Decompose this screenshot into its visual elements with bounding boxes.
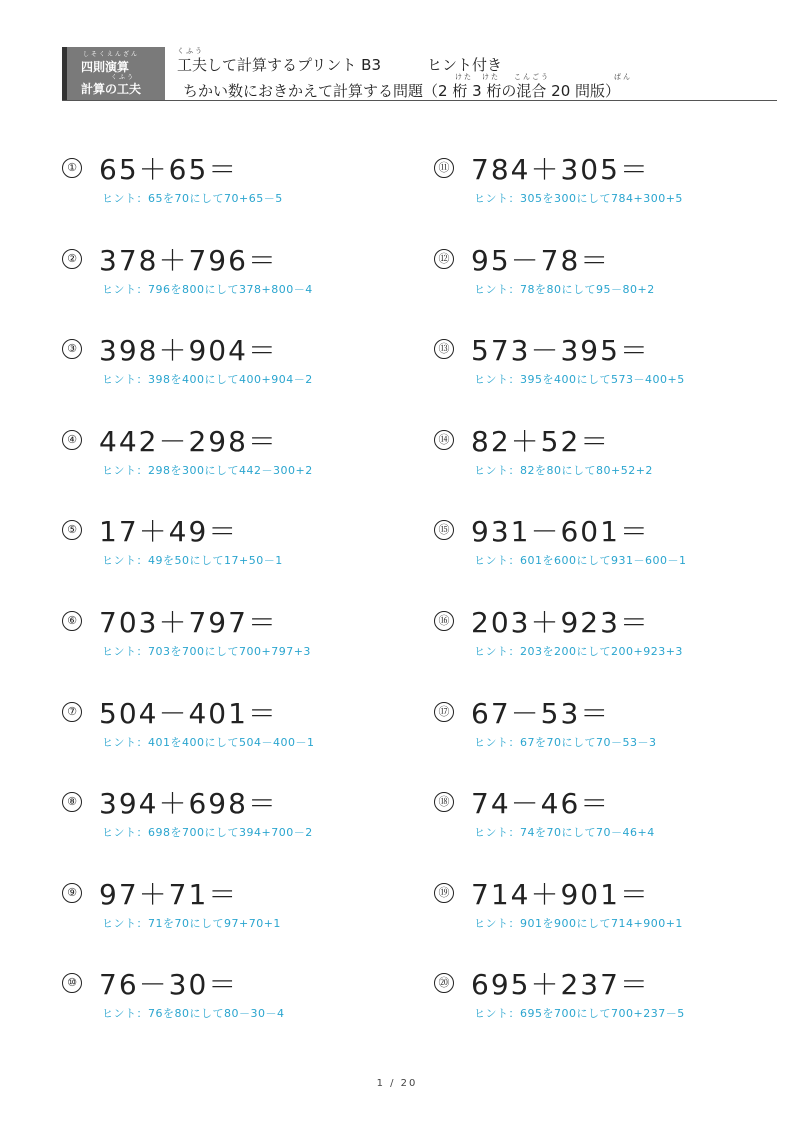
page-title-text: 工夫して計算するプリント B3: [177, 56, 382, 74]
problem-number: ⑭: [434, 430, 454, 450]
page-subtitle: ちかい数におきかえて計算する問題（2 桁 3 桁の混合 20 問版）: [183, 82, 621, 100]
problem-expression: 573－395＝: [471, 334, 650, 367]
problem-item: [62, 424, 402, 504]
problem-expression: 394＋698＝: [99, 787, 278, 820]
problem-number: ⑱: [434, 792, 454, 812]
problem-item: [434, 786, 774, 866]
problem-number: ⑤: [62, 520, 82, 540]
topic-label: 計算の工夫: [81, 82, 142, 96]
problem-number: ⑫: [434, 249, 454, 269]
problem-item: [434, 333, 774, 413]
problem-number: ⑨: [62, 883, 82, 903]
problem-number: ⑩: [62, 973, 82, 993]
problem-expression: 65＋65＝: [99, 153, 239, 186]
problem-hint: ヒント：601を600にして931－600－1: [474, 554, 687, 567]
problem-hint: ヒント：298を300にして442－300+2: [102, 464, 313, 477]
problem-expression: 82＋52＝: [471, 425, 611, 458]
problem-expression: 784＋305＝: [471, 153, 650, 186]
problem-item: [62, 514, 402, 594]
problem-number: ④: [62, 430, 82, 450]
problem-number: ①: [62, 158, 82, 178]
problem-expression: 95－78＝: [471, 244, 611, 277]
subtitle-ruby: けた: [455, 73, 473, 81]
category-badge: [62, 47, 165, 100]
problem-expression: 714＋901＝: [471, 878, 650, 911]
category-label: 四則演算: [81, 60, 130, 74]
problem-expression: 398＋904＝: [99, 334, 278, 367]
problem-expression: 703＋797＝: [99, 606, 278, 639]
problem-hint: ヒント：796を800にして378+800－4: [102, 283, 313, 296]
problem-item: [62, 333, 402, 413]
problem-number: ⑬: [434, 339, 454, 359]
hint-tag: ヒント付き: [427, 56, 503, 74]
page-title: [177, 54, 502, 75]
problem-hint: ヒント：305を300にして784+300+5: [474, 192, 683, 205]
problem-hint: ヒント：901を900にして714+900+1: [474, 917, 683, 930]
problem-expression: 442－298＝: [99, 425, 278, 458]
problem-item: [62, 605, 402, 685]
problem-hint: ヒント：82を80にして80+52+2: [474, 464, 653, 477]
problem-number: ⑦: [62, 702, 82, 722]
problem-hint: ヒント：49を50にして17+50－1: [102, 554, 283, 567]
problem-expression: 695＋237＝: [471, 968, 650, 1001]
problem-hint: ヒント：398を400にして400+904－2: [102, 373, 313, 386]
problem-expression: 74－46＝: [471, 787, 611, 820]
page-number: 1 / 20: [376, 1078, 418, 1089]
problem-expression: 17＋49＝: [99, 515, 239, 548]
problem-item: [434, 514, 774, 594]
problem-item: [62, 967, 402, 1047]
problem-expression: 67－53＝: [471, 697, 611, 730]
problem-item: [434, 967, 774, 1047]
subtitle-ruby: こんごう: [514, 73, 550, 81]
subtitle-ruby: ばん: [614, 73, 632, 81]
problem-number: ②: [62, 249, 82, 269]
problem-expression: 203＋923＝: [471, 606, 650, 639]
problem-expression: 504－401＝: [99, 697, 278, 730]
problem-number: ③: [62, 339, 82, 359]
problem-expression: 97＋71＝: [99, 878, 239, 911]
problem-hint: ヒント：78を80にして95－80+2: [474, 283, 655, 296]
problem-item: [62, 786, 402, 866]
problem-number: ⑪: [434, 158, 454, 178]
problem-hint: ヒント：695を700にして700+237－5: [474, 1007, 685, 1020]
problem-item: [434, 424, 774, 504]
problem-expression: 76－30＝: [99, 968, 239, 1001]
problem-hint: ヒント：71を70にして97+70+1: [102, 917, 281, 930]
problem-number: ⑯: [434, 611, 454, 631]
problem-hint: ヒント：395を400にして573－400+5: [474, 373, 685, 386]
problem-hint: ヒント：401を400にして504－400－1: [102, 736, 315, 749]
problem-item: [434, 152, 774, 232]
problem-item: [62, 243, 402, 323]
problem-item: [62, 877, 402, 957]
topic-ruby: くふう: [111, 74, 136, 81]
problem-hint: ヒント：74を70にして70－46+4: [474, 826, 655, 839]
problem-number: ⑲: [434, 883, 454, 903]
problem-number: ⑰: [434, 702, 454, 722]
problem-hint: ヒント：76を80にして80－30－4: [102, 1007, 285, 1020]
problem-item: [434, 696, 774, 776]
problem-hint: ヒント：703を700にして700+797+3: [102, 645, 311, 658]
problem-item: [434, 605, 774, 685]
worksheet-header: [62, 47, 777, 101]
problem-item: [434, 243, 774, 323]
problem-number: ⑳: [434, 973, 454, 993]
problem-expression: 931－601＝: [471, 515, 650, 548]
problem-hint: ヒント：67を70にして70－53－3: [474, 736, 657, 749]
problem-item: [62, 152, 402, 232]
problem-item: [62, 696, 402, 776]
subtitle-ruby: けた: [482, 73, 500, 81]
problem-expression: 378＋796＝: [99, 244, 278, 277]
problem-item: [434, 877, 774, 957]
problem-number: ⑥: [62, 611, 82, 631]
problem-number: ⑮: [434, 520, 454, 540]
title-ruby: くふう: [177, 47, 204, 55]
problem-hint: ヒント：698を700にして394+700－2: [102, 826, 313, 839]
category-ruby: しそくえんざん: [83, 51, 140, 58]
title-block: [177, 47, 777, 100]
problem-hint: ヒント：203を200にして200+923+3: [474, 645, 683, 658]
problem-number: ⑧: [62, 792, 82, 812]
problem-hint: ヒント：65を70にして70+65－5: [102, 192, 283, 205]
